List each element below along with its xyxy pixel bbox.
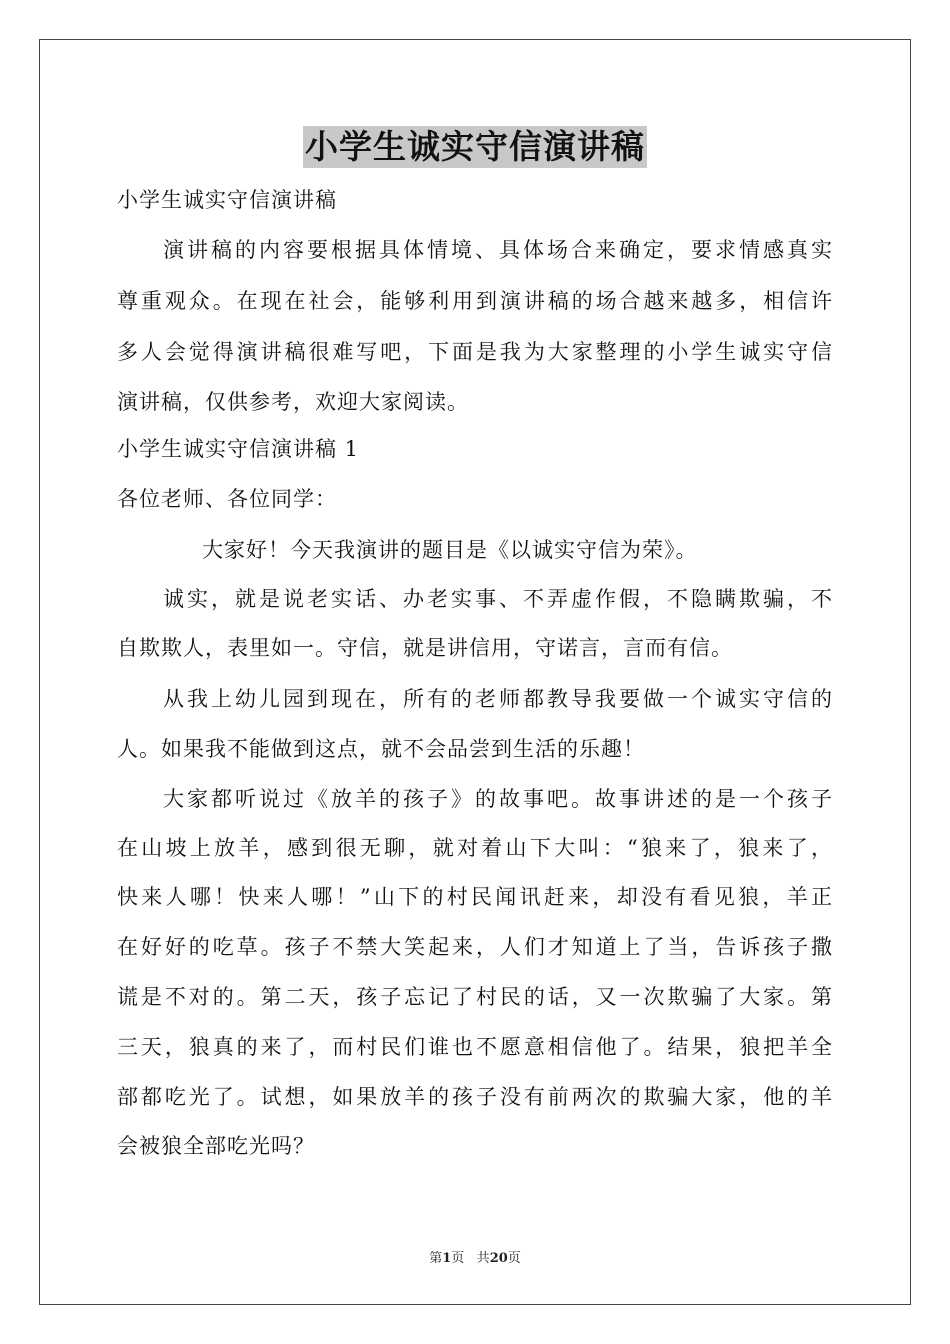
page-footer	[0, 1247, 950, 1266]
paragraph-line: 演讲稿，仅供参考，欢迎大家阅读。	[117, 390, 469, 414]
page-number: 1	[442, 1251, 452, 1266]
document-title: 小学生诚实守信演讲稿	[305, 127, 645, 166]
total-suffix: 页	[507, 1251, 521, 1266]
paragraph-line: 演讲稿的内容要根据具体情境、具体场合来确定，要求情感真实	[163, 238, 833, 262]
paragraph-line: 尊重观众。在现在社会，能够利用到演讲稿的场合越来越多，相信许	[117, 289, 833, 313]
paragraph-line: 大家都听说过《放羊的孩子》的故事吧。故事讲述的是一个孩子	[163, 787, 833, 811]
paragraph-line: 诚实，就是说老实话、办老实事、不弄虚作假，不隐瞒欺骗，不	[163, 587, 833, 611]
paragraph-line: 多人会觉得演讲稿很难写吧，下面是我为大家整理的小学生诚实守信	[117, 340, 833, 364]
greeting-line: 大家好！今天我演讲的题目是《以诚实守信为荣》。	[202, 538, 698, 562]
page-prefix: 第	[429, 1251, 443, 1266]
paragraph-line: 从我上幼儿园到现在，所有的老师都教导我要做一个诚实守信的	[163, 687, 833, 711]
paragraph-line: 三天，狼真的来了，而村民们谁也不愿意相信他了。结果，狼把羊全	[117, 1035, 833, 1059]
page-suffix: 页	[451, 1251, 465, 1266]
paragraph-line: 会被狼全部吃光吗？	[117, 1134, 315, 1158]
paragraph-line: 谎是不对的。第二天，孩子忘记了村民的话，又一次欺骗了大家。第	[117, 985, 833, 1009]
paragraph-line: 快来人哪！快来人哪！”山下的村民闻讯赶来，却没有看见狼，羊正	[117, 885, 833, 909]
paragraph-line: 人。如果我不能做到这点，就不会品尝到生活的乐趣！	[117, 737, 645, 761]
subtitle-line: 小学生诚实守信演讲稿	[117, 188, 337, 212]
paragraph-line: 自欺欺人，表里如一。守信，就是讲信用，守诺言，言而有信。	[117, 636, 733, 660]
paragraph-line: 在好好的吃草。孩子不禁大笑起来，人们才知道上了当，告诉孩子撒	[117, 935, 833, 959]
paragraph-line: 在山坡上放羊，感到很无聊，就对着山下大叫：“狼来了，狼来了，	[117, 836, 833, 860]
page-border	[39, 39, 911, 1305]
salutation: 各位老师、各位同学：	[117, 487, 337, 511]
total-prefix: 共	[476, 1251, 490, 1266]
paragraph-line: 部都吃光了。试想，如果放羊的孩子没有前两次的欺骗大家，他的羊	[117, 1085, 833, 1109]
total-pages: 20	[489, 1251, 508, 1266]
title-container	[0, 126, 950, 168]
section-heading: 小学生诚实守信演讲稿 1	[117, 437, 360, 461]
